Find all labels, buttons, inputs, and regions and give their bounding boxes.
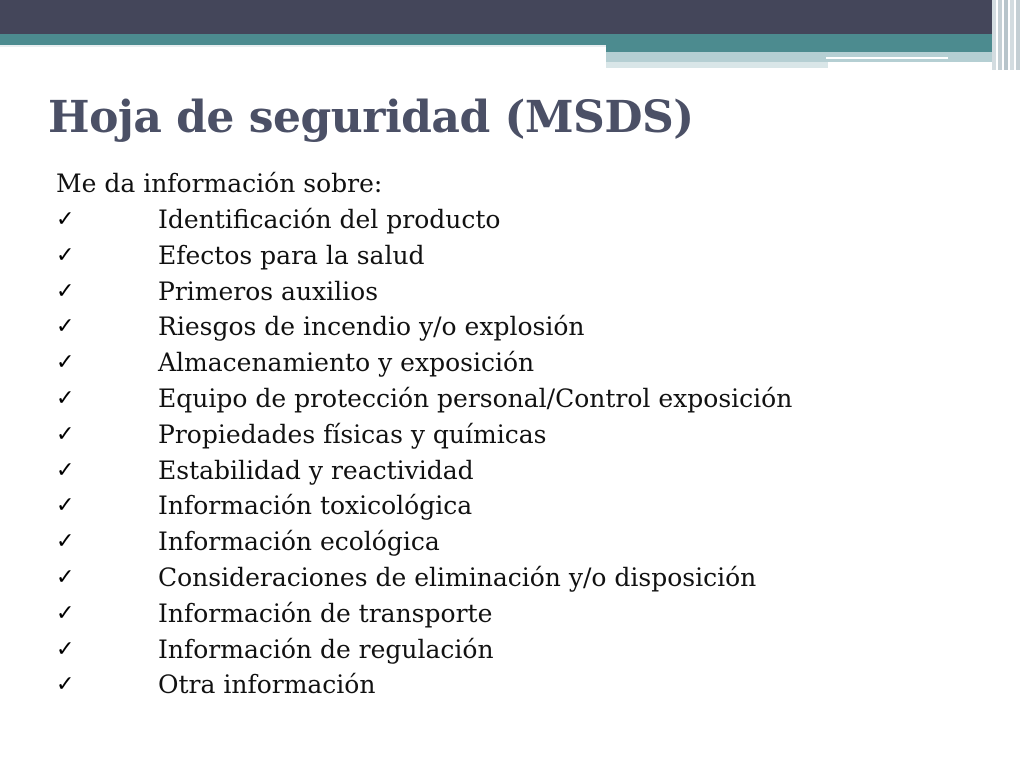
checklist	[56, 202, 1006, 703]
list-item-text: Consideraciones de eliminación y/o disposición	[158, 562, 757, 592]
checkmark-icon: ✓	[56, 564, 75, 590]
list-item-text: Información de regulación	[158, 634, 494, 664]
list-item	[56, 632, 1006, 668]
header-dark-band	[0, 0, 1024, 34]
header-pale-strip	[606, 62, 828, 68]
list-item-text: Estabilidad y reactividad	[158, 455, 474, 485]
checkmark-icon: ✓	[56, 529, 75, 555]
list-item	[56, 345, 1006, 381]
checkmark-icon: ✓	[56, 636, 75, 662]
header-vertical-stripes	[992, 0, 1024, 70]
list-item	[56, 417, 1006, 453]
list-item-text: Efectos para la salud	[158, 240, 425, 270]
header-divider-line	[0, 45, 606, 47]
list-item	[56, 238, 1006, 274]
list-item	[56, 381, 1006, 417]
list-item-text: Primeros auxilios	[158, 276, 379, 306]
slide-content	[56, 166, 1006, 703]
list-item-text: Riesgos de incendio y/o explosión	[158, 312, 585, 342]
list-item	[56, 488, 1006, 524]
list-item-text: Otra información	[158, 670, 376, 700]
list-item	[56, 524, 1006, 560]
checkmark-icon: ✓	[56, 600, 75, 626]
intro-text: Me da información sobre:	[56, 169, 383, 198]
slide-title: Hoja de seguridad (MSDS)	[48, 92, 694, 143]
checkmark-icon: ✓	[56, 207, 75, 232]
header-highlight-line	[826, 57, 948, 59]
checkmark-icon: ✓	[56, 314, 75, 340]
list-item-text: Información toxicológica	[158, 491, 473, 521]
checkmark-icon: ✓	[56, 385, 75, 411]
checkmark-icon: ✓	[56, 278, 75, 304]
checkmark-icon: ✓	[56, 457, 75, 483]
list-item	[56, 309, 1006, 345]
list-item	[56, 560, 1006, 596]
list-item-text: Identificación del producto	[158, 205, 501, 234]
checkmark-icon: ✓	[56, 242, 75, 268]
list-item-text: Información ecológica	[158, 527, 440, 557]
list-item-text: Almacenamiento y exposición	[158, 348, 535, 378]
checkmark-icon: ✓	[56, 421, 75, 447]
list-item-text: Propiedades físicas y químicas	[158, 419, 547, 449]
list-item	[56, 453, 1006, 489]
list-item	[56, 667, 1006, 703]
list-item	[56, 274, 1006, 310]
checkmark-icon: ✓	[56, 672, 75, 698]
checkmark-icon: ✓	[56, 350, 75, 376]
checkmark-icon: ✓	[56, 493, 75, 519]
list-item-text: Información de transporte	[158, 598, 493, 628]
list-item	[56, 202, 1006, 238]
list-item-text: Equipo de protección personal/Control exposición	[158, 383, 793, 413]
list-item	[56, 596, 1006, 632]
